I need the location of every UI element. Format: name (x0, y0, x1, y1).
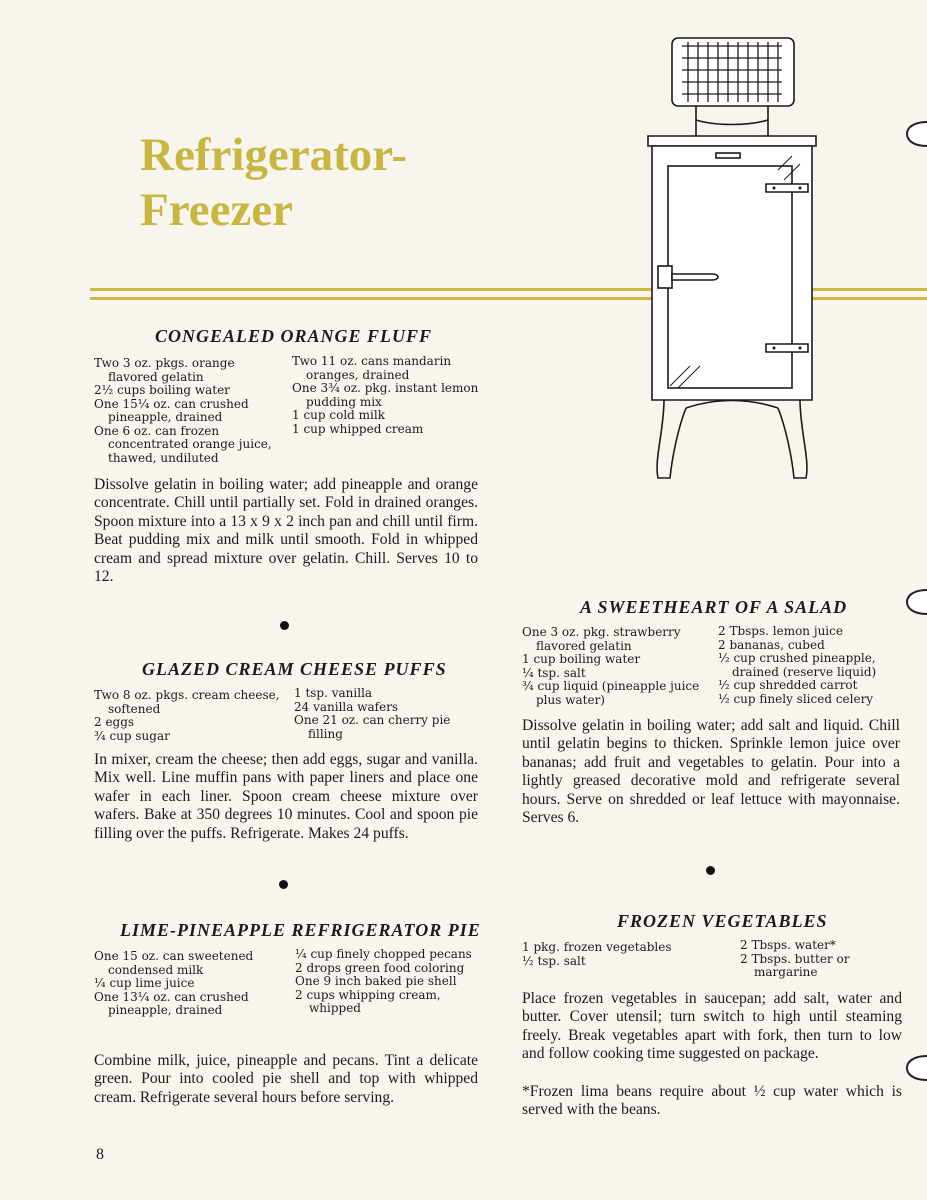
ingredient-list (94, 689, 284, 743)
binder-hole-icon (905, 588, 927, 616)
ingredient: 2 bananas, cubed (718, 637, 825, 652)
ingredient: ¼ cup lime juice (94, 976, 195, 990)
ingredient-list (94, 950, 284, 1018)
recipe-title: CONGEALED ORANGE FLUFF (155, 326, 433, 346)
ingredient: ¼ tsp. salt (522, 665, 586, 680)
ingredient: 2 cups whipping cream, whipped (295, 987, 441, 1015)
ingredient: 2½ cups boiling water (94, 383, 230, 397)
ingredient: 1 cup cold milk (292, 408, 385, 422)
ingredient: One 13¼ oz. can crushed pineapple, drained (94, 989, 249, 1017)
ingredient: 1 cup whipped cream (292, 421, 424, 436)
ingredient: One 15¼ oz. can crushed pineapple, drained (94, 396, 249, 424)
ingredient: ½ cup shredded carrot (718, 678, 858, 692)
ingredient: 24 vanilla wafers (294, 699, 399, 714)
ingredient: One 21 oz. can cherry pie filling (294, 713, 451, 741)
ingredient: One 3 oz. pkg. strawberry flavored gelatin (522, 625, 681, 653)
recipe-directions: Place frozen vegetables in saucepan; add salt, water and butter. Cover utensil; turn switch to high until steaming freely. Break vegetables apart with fork, then turn to low and follow cooking time suggested on package. (522, 990, 902, 1063)
ingredient: ½ cup finely sliced celery (718, 691, 874, 706)
ingredient-list (740, 939, 900, 980)
refrigerator-illustration (630, 30, 830, 490)
binder-hole-icon (905, 120, 927, 148)
recipe-directions: Dissolve gelatin in boiling water; add salt and liquid. Chill until gelatin begins to thicken. Sprinkle lemon juice over bananas; add fruit and vegetables to gelatin. Pour into a lightly greased decorative mold and refrigerate several hours. Serve on shredded or leaf lettuce with mayonnaise. Serves 6. (522, 717, 900, 827)
recipe-title: GLAZED CREAM CHEESE PUFFS (142, 659, 447, 679)
ingredient: ½ cup crushed pineapple, drained (reserve liquid) (718, 651, 877, 679)
ingredient: 2 Tbsps. water* (740, 938, 836, 952)
recipe-title: A SWEETHEART OF A SALAD (580, 597, 848, 617)
ingredient: One 9 inch baked pie shell (295, 974, 457, 988)
ingredient: 1 tsp. vanilla (294, 686, 373, 700)
recipe-directions: Dissolve gelatin in boiling water; add pineapple and orange concentrate. Chill until partially set. Fold in drained oranges. Spoon mixture into a 13 x 9 x 2 inch pan and chill until firm. Beat pudding mix and milk until smooth. Fold in whipped cream and spread mixture over gelatin. Chill. Serves 10 to 12. (94, 476, 478, 586)
ingredient: One 6 oz. can frozen concentrated orange juice, thawed, undiluted (94, 423, 272, 465)
section-bullet (279, 880, 288, 889)
ingredient: 2 Tbsps. butter or margarine (740, 951, 850, 979)
ingredient-list (718, 625, 903, 706)
ingredient: Two 8 oz. pkgs. cream cheese, softened (94, 688, 280, 716)
recipe-note: *Frozen lima beans require about ½ cup water which is served with the beans. (522, 1083, 902, 1119)
ingredient-list (295, 948, 475, 1016)
section-bullet (706, 866, 715, 875)
ingredient-list (94, 357, 284, 465)
ingredient: Two 3 oz. pkgs. orange flavored gelatin (94, 356, 235, 384)
ingredient: One 3¾ oz. pkg. instant lemon pudding mix (292, 381, 479, 409)
ingredient-list (292, 355, 482, 436)
ingredient-list (522, 626, 712, 707)
ingredient: ¼ cup finely chopped pecans (295, 947, 472, 961)
page-title: Refrigerator- Freezer (140, 129, 408, 236)
page-number: 8 (96, 1146, 104, 1163)
ingredient-list (294, 687, 474, 741)
ingredient: 1 pkg. frozen vegetables (522, 940, 672, 954)
ingredient: One 15 oz. can sweetened condensed milk (94, 949, 254, 977)
ingredient: 2 Tbsps. lemon juice (718, 624, 843, 638)
ingredient: ¾ cup sugar (94, 728, 170, 743)
recipe-title: LIME-PINEAPPLE REFRIGERATOR PIE (120, 920, 481, 940)
ingredient: 1 cup boiling water (522, 652, 641, 666)
section-bullet (280, 621, 289, 630)
ingredient: 2 drops green food coloring (295, 960, 465, 975)
ingredient-list (522, 941, 722, 968)
ingredient: 2 eggs (94, 715, 135, 729)
ingredient: ½ tsp. salt (522, 953, 586, 968)
recipe-directions: In mixer, cream the cheese; then add eggs, sugar and vanilla. Mix well. Line muffin pans with paper liners and place one wafer in each liner. Spoon cream cheese mixture over wafers. Bake at 350 degrees 10 minutes. Cool and spoon pie filling over the puffs. Refrigerate. Makes 24 puffs. (94, 751, 478, 842)
ingredient: Two 11 oz. cans mandarin oranges, drained (292, 354, 452, 382)
recipe-title: FROZEN VEGETABLES (617, 911, 828, 931)
ingredient: ¾ cup liquid (pineapple juice plus water) (522, 679, 700, 707)
binder-hole-icon (905, 1054, 927, 1082)
recipe-directions: Combine milk, juice, pineapple and pecans. Tint a delicate green. Pour into cooled pie shell and top with whipped cream. Refrigerate several hours before serving. (94, 1052, 478, 1106)
